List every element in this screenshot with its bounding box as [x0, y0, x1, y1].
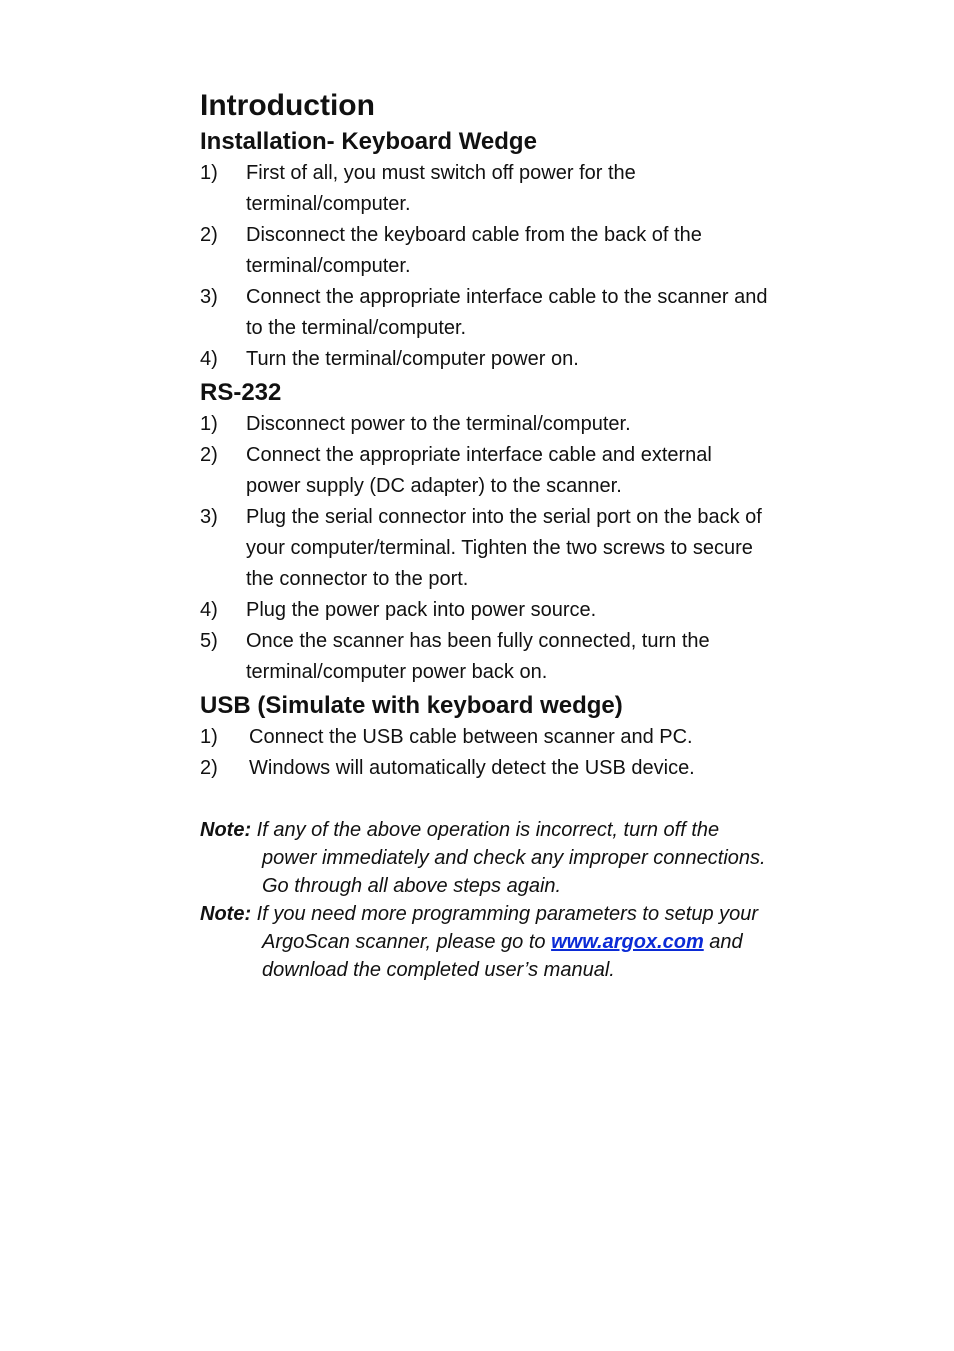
list-item	[200, 753, 770, 784]
list-item	[200, 282, 770, 344]
list-item	[200, 502, 770, 595]
usb-steps	[200, 722, 770, 784]
step-number: 1)	[200, 413, 218, 435]
step-text: Once the scanner has been fully connected, turn the terminal/computer power back on.	[246, 630, 710, 683]
step-text: Connect the USB cable between scanner and PC.	[249, 726, 693, 748]
note-text: If any of the above operation is incorrect, turn off the power immediately and check any improper connections. Go through all above steps again.	[251, 819, 766, 897]
step-text: Plug the serial connector into the serial port on the back of your computer/terminal. Tighten the two screws to secure the connector to the port.	[246, 506, 762, 590]
step-text: Plug the power pack into power source.	[246, 599, 597, 621]
list-item	[200, 595, 770, 626]
note-more-parameters	[200, 900, 770, 984]
argox-website-link[interactable]: www.argox.com	[551, 931, 704, 953]
step-number: 2)	[200, 757, 218, 779]
section-heading-rs232: RS-232	[200, 379, 282, 406]
step-text: Disconnect power to the terminal/computer.	[246, 413, 631, 435]
document-page	[200, 86, 770, 984]
section-heading-keyboard-wedge: Installation- Keyboard Wedge	[200, 128, 537, 155]
list-item	[200, 626, 770, 688]
keyboard-wedge-steps	[200, 158, 770, 375]
list-item	[200, 440, 770, 502]
step-text: Turn the terminal/computer power on.	[246, 348, 579, 370]
step-text: Windows will automatically detect the USB device.	[249, 757, 695, 779]
step-number: 5)	[200, 630, 218, 652]
step-number: 1)	[200, 162, 218, 184]
step-number: 4)	[200, 599, 218, 621]
list-item	[200, 158, 770, 220]
step-number: 4)	[200, 348, 218, 370]
section-heading-usb: USB (Simulate with keyboard wedge)	[200, 692, 623, 719]
step-text: Connect the appropriate interface cable and external power supply (DC adapter) to the scanner.	[246, 444, 712, 497]
note-power-off	[200, 816, 770, 900]
list-item	[200, 409, 770, 440]
step-number: 3)	[200, 506, 218, 528]
list-item	[200, 722, 770, 753]
rs232-steps	[200, 409, 770, 688]
step-text: Disconnect the keyboard cable from the back of the terminal/computer.	[246, 224, 702, 277]
note-label: Note:	[200, 819, 252, 841]
step-number: 2)	[200, 224, 218, 246]
list-item	[200, 220, 770, 282]
list-item	[200, 344, 770, 375]
note-text-end: and download the completed user’s manual.	[262, 931, 743, 981]
step-number: 1)	[200, 726, 218, 748]
step-number: 2)	[200, 444, 218, 466]
page-title: Introduction	[200, 89, 375, 122]
notes-block	[200, 816, 770, 984]
step-number: 3)	[200, 286, 218, 308]
note-label: Note:	[200, 903, 252, 925]
step-text: First of all, you must switch off power for the terminal/computer.	[246, 162, 636, 215]
note-text: If you need more programming parameters to setup your ArgoScan scanner, please go to	[251, 903, 759, 953]
step-text: Connect the appropriate interface cable to the scanner and to the terminal/computer.	[246, 286, 768, 339]
